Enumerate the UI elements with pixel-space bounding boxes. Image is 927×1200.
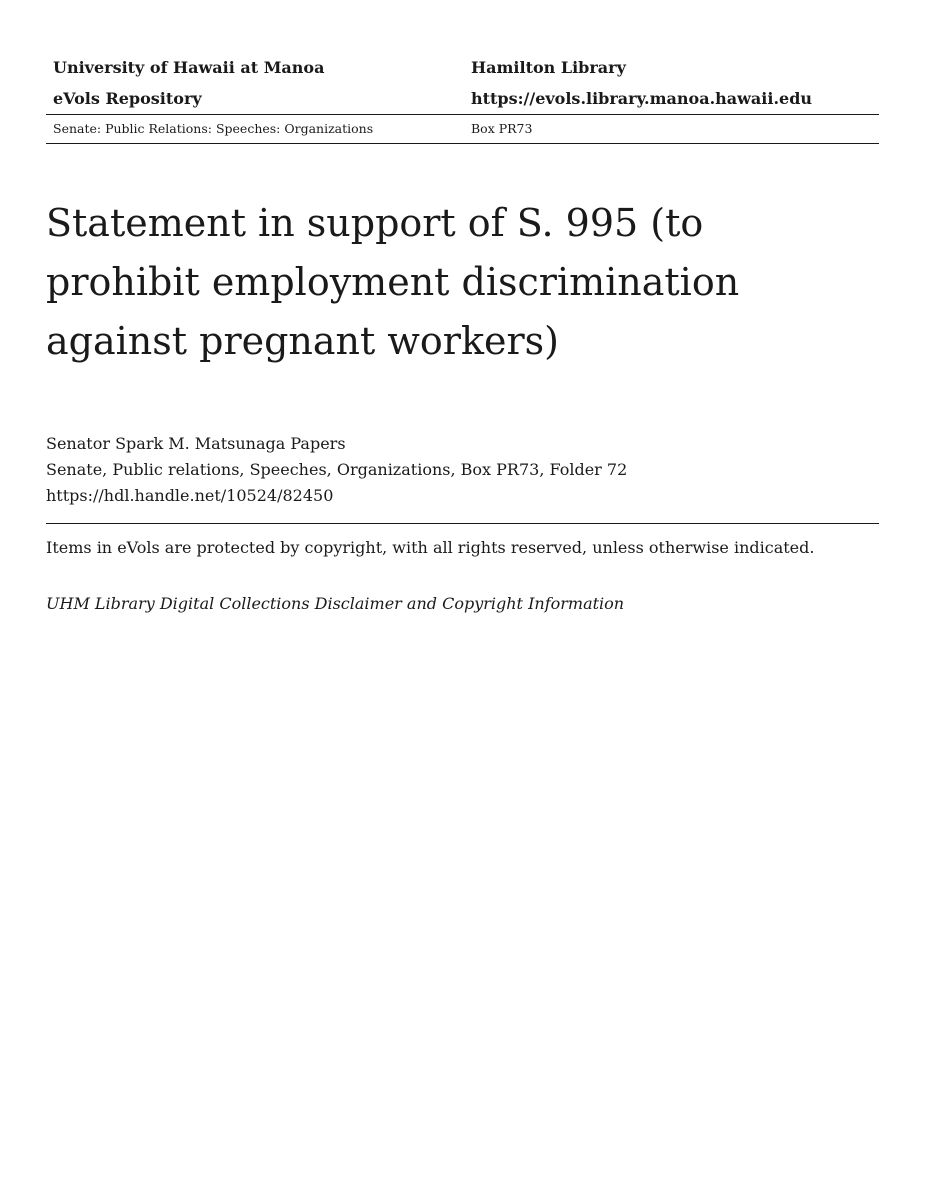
subheader-divider [46, 143, 879, 144]
rights-statement: Items in eVols are protected by copyright, with all rights reserved, unless otherwise indicated. [46, 538, 815, 557]
header [46, 52, 879, 114]
institution-name: University of Hawaii at Manoa [53, 58, 325, 77]
folder-location: Senate, Public relations, Speeches, Organizations, Box PR73, Folder 72 [46, 460, 628, 479]
disclaimer-link[interactable]: UHM Library Digital Collections Disclaimer and Copyright Information [46, 594, 625, 613]
subheader [46, 115, 879, 143]
repository-url[interactable]: https://evols.library.manoa.hawaii.edu [471, 89, 813, 108]
library-name: Hamilton Library [471, 58, 626, 77]
box-label: Box PR73 [471, 121, 533, 136]
handle-link[interactable]: https://hdl.handle.net/10524/82450 [46, 486, 334, 505]
metadata-block [46, 431, 879, 509]
collection-name: Senator Spark M. Matsunaga Papers [46, 434, 346, 453]
cover-page [46, 52, 879, 616]
metadata-divider [46, 523, 879, 524]
document-title: Statement in support of S. 995 (to prohibit employment discrimination against pregnant workers) [46, 201, 740, 363]
repository-name: eVols Repository [53, 89, 202, 108]
collection-path: Senate: Public Relations: Speeches: Organizations [53, 121, 374, 136]
